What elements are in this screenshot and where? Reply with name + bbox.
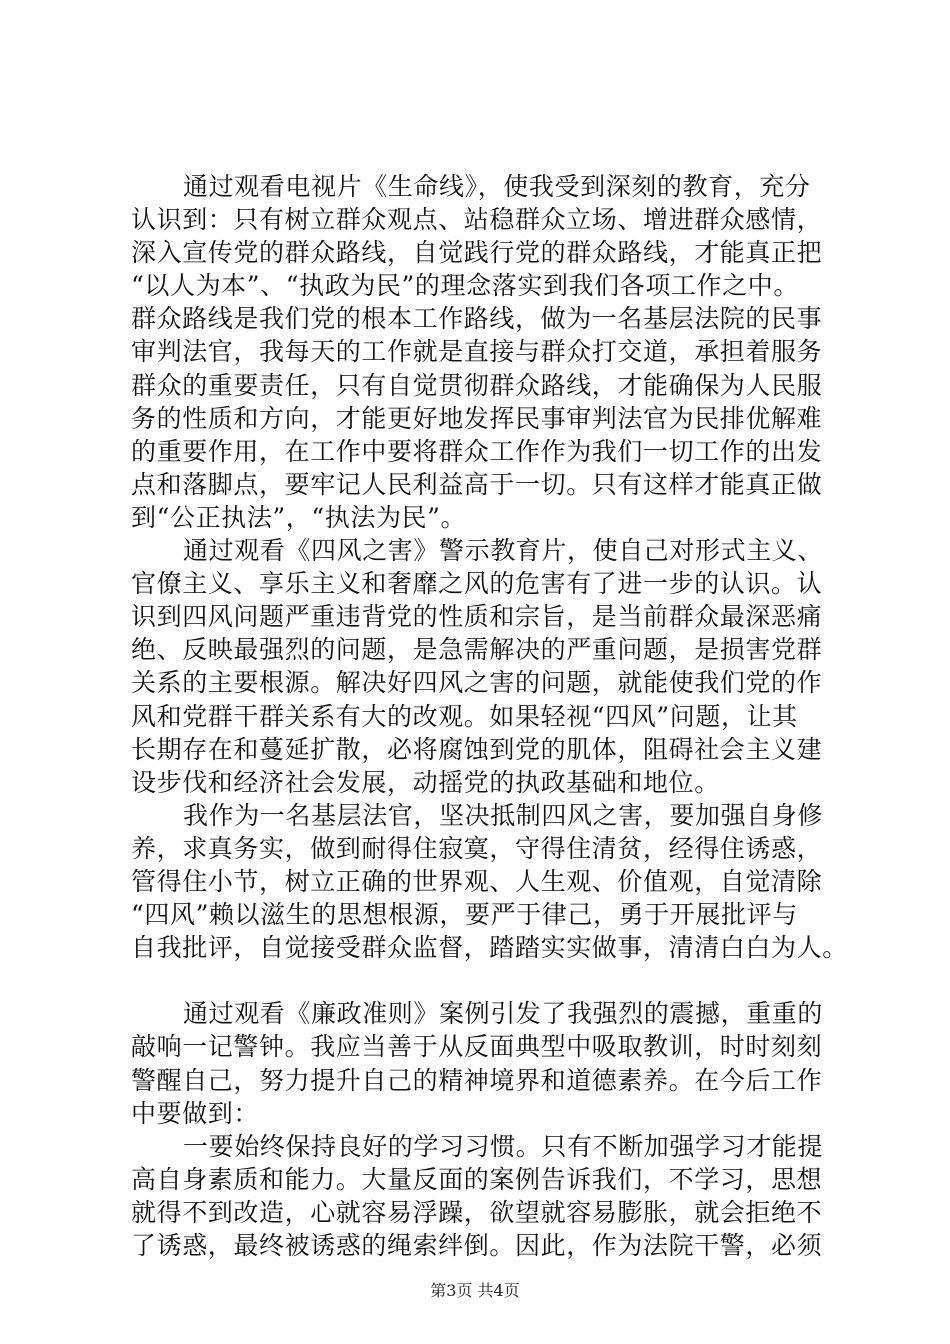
text-line: 通过观看《廉政准则》案例引发了我强烈的震撼，重重的 [183, 999, 824, 1029]
text-line: 了诱惑，最终被诱惑的绳索绊倒。因此，作为法院干警，必须 [131, 1231, 823, 1260]
text-line: 敲响一记警钟。我应当善于从反面典型中吸取教训，时时刻刻 [131, 1032, 823, 1062]
text-line: 深入宣传党的群众路线，自觉践行党的群众路线，才能真正把 [131, 238, 823, 268]
text-line: 养，求真务实，做到耐得住寂寞，守得住清贫，经得住诱惑， [131, 833, 823, 863]
paragraph-sifeng [131, 534, 846, 799]
text-line: 群众路线是我们党的根本工作路线，做为一名基层法院的民事 [131, 304, 823, 334]
text-line: “四风”赖以滋生的思想根源，要严于律己，勇于开展批评与 [131, 900, 798, 930]
text-line: 自我批评，自觉接受群众监督，踏踏实实做事，清清白白为人。 [131, 933, 848, 963]
paragraph-study-habit [131, 1130, 846, 1262]
text-line: 设步伐和经济社会发展，动摇党的执政基础和地位。 [131, 767, 720, 797]
text-line: 警醒自己，努力提升自己的精神境界和道德素养。在今后工作 [131, 1065, 823, 1095]
page-number-footer: 第3页 共4页 [430, 1281, 520, 1300]
text-line: 审判法官，我每天的工作就是直接与群众打交道，承担着服务 [131, 337, 823, 367]
text-line: 务的性质和方向，才能更好地发挥民事审判法官为民排优解难 [131, 403, 823, 433]
text-line: 到“公正执法”，“执法为民”。 [131, 502, 467, 532]
text-line: 我作为一名基层法官，坚决抵制四风之害，要加强自身修 [183, 800, 824, 830]
paragraph-judge-commitment [131, 799, 846, 964]
text-line: 管得住小节，树立正确的世界观、人生观、价值观，自觉清除 [131, 866, 823, 896]
text-line: 关系的主要根源。解决好四风之害的问题，就能使我们党的作 [131, 668, 823, 698]
paragraph-lianzheng [131, 997, 846, 1129]
text-line: 识到四风问题严重违背党的性质和宗旨，是当前群众最深恶痛 [131, 602, 823, 632]
document-body [131, 170, 846, 1262]
text-line: 绝、反映最强烈的问题，是急需解决的严重问题，是损害党群 [131, 635, 823, 665]
text-line: 长期存在和蔓延扩散，必将腐蚀到党的肌体，阻碍社会主义建 [131, 734, 823, 764]
text-line: 群众的重要责任，只有自觉贯彻群众路线，才能确保为人民服 [131, 370, 823, 400]
text-line: 就得不到改造，心就容易浮躁，欲望就容易膨胀，就会拒绝不 [131, 1197, 823, 1227]
text-line: 风和党群干群关系有大的改观。如果轻视“四风”问题，让其 [131, 701, 798, 731]
text-line: 中要做到： [131, 1098, 260, 1128]
paragraph-spacer [131, 964, 846, 997]
text-line: 高自身素质和能力。大量反面的案例告诉我们，不学习，思想 [131, 1164, 823, 1194]
text-line: 的重要作用，在工作中要将群众工作作为我们一切工作的出发 [131, 436, 823, 466]
paragraph-shengmingxian [131, 170, 846, 534]
text-line: 通过观看电视片《生命线》，使我受到深刻的教育，充分 [183, 172, 811, 201]
text-line: “以人为本”、“执政为民”的理念落实到我们各项工作之中。 [131, 271, 799, 301]
text-line: 通过观看《四风之害》警示教育片，使自己对形式主义、 [183, 536, 824, 566]
text-line: 点和落脚点，要牢记人民利益高于一切。只有这样才能真正做 [131, 469, 823, 499]
text-line: 认识到：只有树立群众观点、站稳群众立场、增进群众感情， [131, 205, 823, 235]
text-line: 一要始终保持良好的学习习惯。只有不断加强学习才能提 [183, 1131, 824, 1161]
text-line: 官僚主义、享乐主义和奢靡之风的危害有了进一步的认识。认 [131, 569, 823, 599]
